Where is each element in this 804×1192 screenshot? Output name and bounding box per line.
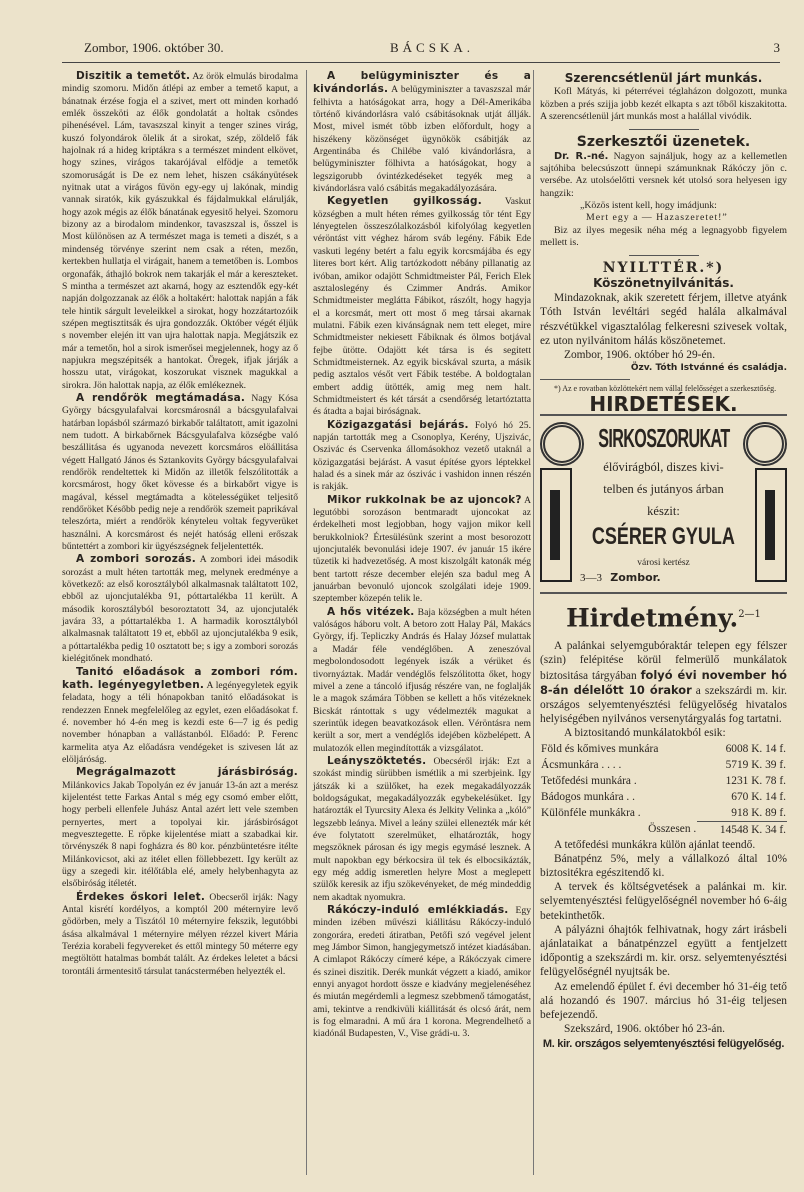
- article-title: A rendőrök megtámadása.: [76, 391, 246, 404]
- divider: [629, 255, 699, 256]
- ads-heading: HIRDETÉSEK.: [589, 391, 738, 416]
- article-body: Nagy Kósa György bácsgyulafalvai korcsmárosnál a bácsgyulafalvai határban lopásból származó birkabőr találtatott, amit igazolni nem tudott. A birkabőrnek Bácsgyulafalva községbe való beszállitása és ugyanoda nevezett korcsmáros elöállitása végett Hallgató János és Sztankovits György bácsgyulafalvai rendőrök rendeltettek ki Midőn az illetők felszólitották a korcsmárost, hogy őket kövesse és a birkabőrt vigye is magával, késsel megtámadta a kötelességüket teljesitő rendőröket Később pedig neje a rendőrök szemeit paprikával teleszórta, miért a rendőrök kényteleu voltak fegyverüket használni. A korcsmárost és nejét hatóság elleni erőszak bűntettért a zombori kir ügyészségnek feljelentették.: [62, 392, 298, 553]
- item-value: 5719 K. 39 f.: [725, 758, 786, 771]
- signature: Özv. Tóth Istvánné és családja.: [630, 363, 787, 374]
- notice-body: Mindazoknak, akik szeretett férjem, illetve atyánk Tóth István levéltári segéd halála alkalmával részvétükkel vigasztalólag felkeresni szivesek voltak, ez uton nyilvánitom hálás köszönetemet.: [540, 292, 787, 347]
- article-title: Kegyetlen gyilkosság.: [327, 195, 482, 208]
- item-label: Bádogos munkára . .: [541, 790, 635, 803]
- table-row: [540, 773, 787, 789]
- article: [313, 195, 531, 418]
- paragraph: Az emelendő épület f. évi december hó 31-éig tető alá hozandó és 1907. március hó 31-éig teljesen befejezendő.: [540, 980, 787, 1022]
- article-title: Leányszöktetés.: [327, 754, 427, 767]
- text: a szekszárdi m. kir. országos selyemtenyésztési felügyelőség hivatalos helyiségében nyilvános versenytárgyalás fog tartatni.: [540, 684, 787, 726]
- paragraph: A biztositandó munkálatokból esik:: [564, 727, 726, 740]
- section-title: NYILTTÉR.*): [602, 260, 725, 277]
- article: [62, 392, 298, 553]
- ad-line: telben és jutányos árban: [603, 481, 724, 496]
- footnote: *) Az e rovatban közlöttekért nem vállal felelősséget a szerkesztőség.: [554, 383, 777, 393]
- date-highlight: folyó évi november hó 8-án délelőtt 10 órakor: [540, 667, 787, 697]
- verse: [540, 200, 787, 225]
- article: [313, 904, 531, 1041]
- ad-title: SIRKOSZORUKAT: [597, 422, 730, 453]
- article-body: Milánkovics Jakab Topolyán ez év január 13-án azt a merész kijelentést tette Farkas Antal s még egy csomó ember előtt, hogy perbeli ellenfele Juhász Antal azért lett vele szemben pernyertes, mert a topolyai kir. járásbiróságot megvesztegette. E röpke kijelentése miatt a szabadkai kir. törvényszék 8 napi fogházra és 80 kor. pénzbüntetésre itélte Milánkovicsot, aki az itélet ellen föllebbezett. Igy került az ügy a szegedi kir. itélőtábla elé, amely helybenhagyta az elsőbiróság itéletét.: [62, 779, 298, 890]
- article-body: Az örök elmulás birodalma mindig szomoru. Midőn átlépi az ember a temető kaput, a bánatnak érzése fogja el a szivet, mert ott minden korhadó emlék összeköti az élők gondolatát a holtak csöndes pihenésével. Lám, tavaszszal kinyit a tenger szines virág, kuszó folyondárok ölelik át a sirokat, szép, zöldelő fák hajolnak rá a hideg kriptákra s a természet mindent elkövet, hogy szines, virágos takarójával elfödje a temetők szomoruságát is De ez nem lehet, hiszen csákányütések nyitnak utat a virágos füvön egy-egy uj lakónak, mindig vannak siratók, kik gyászukkal és fájdalmukkal elárulják, hogy azok mégis az élők bánatának egyesitő helyei. Szomoru bizony az a birodalom mindenkor, tavaszszal is, ősszel is Most különösen az A természet maga is temeti a diszét, s a mindenség törvénye szerint nem csak a réten, mezőn, kertekben hullatja el virágait, hanem a temetőben is. Lombos orgonafák, áthajló bokrok nem takarják el már a kereszteket. S mintha a természet azt akarná, hogy az esztendők egy-két napján dolgozzanak az élők a holtakért: halottak napján a fák tele hintik sárgult leveleikkel a sirokat, hogy hozzátartozóik szépen megtisztitsák és ujra gondozzák. Október végét éljük s november elején itt van ujra halottak napja. Megjátszik ez már a temetőn, hol a sirok ismerősei megjelennek, hogy az ő napjukra megszépitsék a hantokat. Öregek, ifjak járják a hosszu utat, virágokat, koszorukat visznek magukkal a sirokra. Jön halottak napja, az élők emlékeznek.: [62, 71, 298, 391]
- total-value: 14548 K. 34 f.: [719, 823, 786, 836]
- table-row: [540, 757, 787, 773]
- article-title: A hős vitézek.: [327, 605, 415, 618]
- message-closing: Biz az ilyes megesik néha még a legnagyobb figyelem mellett is.: [540, 224, 787, 249]
- article-body: Obecseről irják: Nagy Antal kisrétí kordélyos, a komptól 200 méternyire levő gödörben, mely a Tiszától 10 méternyire fekszik, legutóbbi ásása alkalmával 1 méternyire mélyen rézzel kivert Mária Terézia korabeli fegyvereket és ettől mintegy 50 méterre egy megtöltött hatalmas bombát talált. Az érdekes leletet a bácsi torontáli ármentesitő társulat tanácstermében helyezték el.: [62, 891, 298, 977]
- article: [313, 70, 531, 195]
- article: [62, 766, 298, 890]
- editorial-message: [540, 151, 787, 200]
- notice-signature: M. kir. országos selyemtenyésztési felügyelőség.: [542, 1038, 785, 1051]
- notice-date: Szekszárd, 1906. október hó 23-án.: [564, 1023, 726, 1036]
- article: [313, 494, 531, 606]
- newspaper-title: BÁCSKA.: [390, 40, 474, 55]
- article-body: Kofl Mátyás, ki péterrévei téglaházon dolgozott, munka közben a prés szijja jobb kezét elkapta s azt tőből kiszakitotta. A szerencsétlenül járt munkás most a halállal vivódik.: [540, 86, 787, 123]
- article: [313, 419, 531, 494]
- item-label: Ácsmunkára . . . .: [541, 758, 622, 771]
- section-title: Szerkesztői üzenetek.: [576, 134, 751, 151]
- header-rule: [62, 62, 780, 63]
- advertiser-name: CSÉRER GYULA: [591, 522, 736, 550]
- article-body: A zombori idei második sorozást a mult héten tartották meg, melynek eredménye a következő: az első korosztályból alkalmasnak találtatott 102, ebből az ujoncjutalékba 91, póttartalékba 11 került. A második korosztályból besoroztatott 34, az ujoncjutalék javára 33, a póttartalékba 1. A harmadik korosztályból alkalmasnak találtatott 19 et, ebből az ujoncjutalékba 9 esik, a póttartalékba pedig 10 osztatott be; s igy a zombori sorozás kielégitőnek mondható.: [62, 554, 298, 665]
- article: [62, 666, 298, 767]
- notice-count: 2—1: [738, 608, 761, 620]
- paragraph: Bánatpénz 5%, mely a vállalkozó által 10% biztositékra egészitendő ki.: [540, 852, 787, 880]
- wreath-advertisement: [540, 414, 787, 594]
- article: [62, 891, 298, 978]
- item-label: Különféle munkákra .: [541, 806, 641, 819]
- article-body: Egy minden izében művészi kiállitásu Rákóczy-induló zongorára, eredeti átiratban, Petőfi szó vegével jelent meg Jámbor Simon, hangjegymetsző intézet kiadásában. A cimlapot Rákóczy címeré képe, a Rákóczyak cimere és szinei diszitik. Derék munkát végzett a kiadó, amikor ennyi anyagot hordott össze e kiadvány megjelenéséhez és miután megérdemli a legmesz szebbmenő támogatást, ami, tekintve a rendkivüli kiállitását és olcsó árát, nem is fog elmaradni. A mű ára 1 korona. Megrendelhető a kiadónál Budapesten, V., Vise grádi-u. 3.: [313, 905, 531, 1040]
- article: [62, 70, 298, 392]
- article-body: A legényegyletek egyik feladata, hogy a téli hónapokban tanitó előadásokat is rendezzen Ennek megfelelőleg az egylet, ezen előadásokat f. é. november hó 4-én meg is kezdi este 6—7 ig és pedig november hónapban a vallástanból. Előadó: P. Ferenc karmelita atya Az előadásra vendégeket is szivesen lát az elöljáróság.: [62, 679, 298, 765]
- article-title: Érdekes őskori lelet.: [76, 890, 206, 903]
- paragraph: [540, 639, 787, 726]
- ad-line: élővirágból, diszes kivi-: [603, 459, 724, 474]
- place-date: Zombor, 1906. október 30.: [84, 40, 224, 55]
- total-row: [540, 821, 787, 838]
- paragraph: A tervek és költségvetések a palánkai m. kir. selyemtenyésztési felügyelőségnél november hó 6-áig betekinthetők.: [540, 881, 787, 922]
- article-title: Tanitó előadások a zombori róm. kath. legényegyletben.: [62, 665, 298, 691]
- ad-city: Zombor.: [610, 570, 661, 584]
- article-body: A belügyminiszter a tavaszszal már felhivta a hatóságokat arra, hogy a Dél-Amerikába történő kivándorlásra való csábitásoknak utját állják. Most, mivel ismét több izben előfordult, hogy a hiszékeny közönséget ügynökök csábitják az Argentinába és Chilébe való kivándorlásra, a belügyminiszter fölhivta a hatóságokat, hogy a legszigorubb óvintézkedéseket tegyék meg a kivándorlásra való csábitás megakadályozására.: [313, 84, 531, 195]
- paragraph: A pályázni óhajtók felhivatnak, hogy zárt irásbeli ajánlataikat a bánatpénzzel együtt a fentjelzett időpontig a szekszárdi m. kir. orsz. selyemtenyésztési felügyelőségnél nyujtsák be.: [540, 923, 787, 979]
- article-body: A legutóbbi sorozáson bentmaradt ujoncokat az érdekelheti most legjobban, hogy vajjon mikor kell berukkolniok? Értesülésünk szerint a most besorozott ujoncjutalék bevonulási ideje 1907. év január 15 ikére tüzetik ki hadvezetőség. A most kiszolgált katonák még bent tartott része december elején sza badul meg A januárban bevonuló ujoncok szolgálati ideje 1909. szeptember közepén telik le.: [313, 494, 531, 605]
- article-title: Megrágalmazott járásbiróság.: [76, 766, 298, 779]
- border-ornament: [540, 468, 572, 582]
- total-label: Összesen .: [648, 823, 697, 836]
- article-title: A zombori sorozás.: [76, 553, 196, 566]
- article-title: Szerencsétlenül járt munkás.: [564, 71, 763, 85]
- item-value: 1231 K. 78 f.: [725, 774, 786, 787]
- divider: [540, 379, 630, 380]
- notice-title: Hirdetmény.: [566, 603, 739, 633]
- advertiser-role: városi kertész: [637, 557, 690, 568]
- article: [313, 755, 531, 904]
- cost-table: [540, 741, 787, 838]
- verse-line: Mert egy a — Hazaszeretet!”: [586, 212, 728, 224]
- message-body: Nagyon sajnáljuk, hogy az a kellemetlen sajtóhiba belecsúszott ünnepi számunknak Rákóczy jön c. versébe. Az utolsóelőtti versnek két utolsó sora helyesen igy hangzik:: [540, 150, 788, 199]
- wreath-icon: [743, 422, 787, 466]
- page-number: 3: [773, 40, 780, 55]
- article-title: Diszitik a temetőt.: [76, 70, 191, 82]
- item-value: 6008 K. 14 f.: [725, 742, 786, 755]
- article: [313, 606, 531, 755]
- verse-line: „Közös istent kell, hogy imádjunk:: [580, 200, 717, 212]
- table-row: [540, 789, 787, 805]
- divider: [629, 129, 699, 130]
- ad-line: készit:: [647, 503, 680, 518]
- item-label: Tetőfedési munkára .: [541, 774, 637, 787]
- border-ornament: [755, 468, 787, 582]
- column-left: [62, 70, 298, 978]
- table-row: [540, 805, 787, 822]
- article-title: Mikor rukkolnak be az ujoncok?: [327, 493, 522, 506]
- article-title: Rákóczy-induló emlékkiadás.: [327, 904, 509, 917]
- notice-date: Zombor, 1906. október hó 29-én.: [564, 348, 716, 361]
- article-title: Közigazgatási bejárás.: [327, 418, 469, 431]
- column-right: [533, 70, 787, 1175]
- column-middle: [306, 70, 531, 1175]
- article: [62, 553, 298, 665]
- notice-body: [540, 639, 787, 1036]
- table-row: [540, 741, 787, 757]
- article-body: Folyó hó 25. napján tartották meg a Csonoplya, Kerény, Ujszivác, Oszivác és Cservenka állomásokhoz vezető utaknál a közigazgatási bejárást. A vasut építése gyors léptekkel halad és a sinek már az ószivác i vashidon innen részén is rakják.: [313, 419, 531, 493]
- wreath-icon: [540, 422, 584, 466]
- item-value: 918 K. 89 f.: [697, 805, 787, 822]
- page-header: [60, 40, 780, 60]
- item-value: 670 K. 14 f.: [731, 790, 786, 803]
- notice-heading: [540, 600, 787, 633]
- item-label: Föld és kőmives munkára: [541, 742, 659, 755]
- notice-title: Köszönetnyilvánitás.: [593, 275, 734, 290]
- article-body: Obecséről irják: Ezt a szokást mindig sürübben ismétlik a mi szerbjeink. Igy játszák ki a szülőket, ha ezek megakadályozzák boldogságukat, megakadályozzák egybekelésüket. Igy határozták el Tyurcsity Alexa és Jelkity Velinka a „kóló” legszebb leánya. Mivel a leány szülei ellenezték már két éve folytatott szerelmüket, elhatározták, hogy megszöknek párosan és igy megis egymásé lesznek. A mult napokban egy bérkocsira ül tek és elbocsikázták, egy még addig ismeretlen helyre Most a meglepett szülők keresik az ifju szökevényeket, de még mindeddig nem akadtak nyomukra.: [313, 755, 532, 903]
- article-body: Baja községben a mult héten valóságos háboru volt. A betoro zott Halay Pál, Makács György, ifj. Tepliczky András és Halay József mulattak a Madár féle vendéglőben. A zeneszóval megbolondosodott legények iszák a vérüket és tivornyáztak. Madár vendéglős felszólitotta őket, hogy mivel a zene a táncoló ifjuság részére van, ne foglalják le a magok számára Többen se kellett a hős vitézeknek Bicskát rántottak s ugy védelmezték magukat a szerintük idegen beavatkozások ellen. Véröntásra nem került a sor, mert a vendéglős idejében közbelépett. A mulatozók ellen megindították a vizsgálatot.: [313, 606, 532, 754]
- article-body: Vaskut községben a mult héten rémes gyilkosság tör tént Egy lényegtelen összeszólalkozásból kifolyólag kegyetlen véröntást vitt véghez három sváb legény. Fábik Ede vaskuti legény betért a falu egyik korcsmájába és egy literes bort kért. Alig tartózkodott nébány pillanatig az ivóban, amikor odajött Schmidtmeister Pál, Ferich Elek asztaloslegény és Czimmer András. Amikor Schmidtmeister meglátta Fábikot, rászólt, hogy hagyja el a korcsmát, mert ott most ő meg társai akarnak mulatni. Fábik ezen kivánságnak nem tett eleget, mire Schmidtmeister nekiesett Fábiknak és ölmos botjával fejbe ütötte. Odajött két társa is és segitett Schmidtmeisternek. Az egyik bicskával szurta, a másik pedig asztalos vésőt vert Fábik testébe. A boldogtalan embert addig ütötték, amig meg nem halt. Schmidtmeistert és két társát a csendőrség letartóztatta és átadta a bajai biróságnak.: [313, 196, 531, 418]
- ad-count: 3—3: [580, 571, 602, 584]
- article-title: A belügyminiszter és a kivándorlás.: [313, 70, 531, 96]
- addressee: Dr. R.-né.: [554, 150, 609, 162]
- text: A palánkai selyemgubóraktár telepen egy félszer (szin) felépitése körül felmerülő munkálatok biztositása tárgyában: [540, 640, 787, 682]
- paragraph: A tetőfedési munkákra külön ajánlat teendő.: [554, 838, 756, 851]
